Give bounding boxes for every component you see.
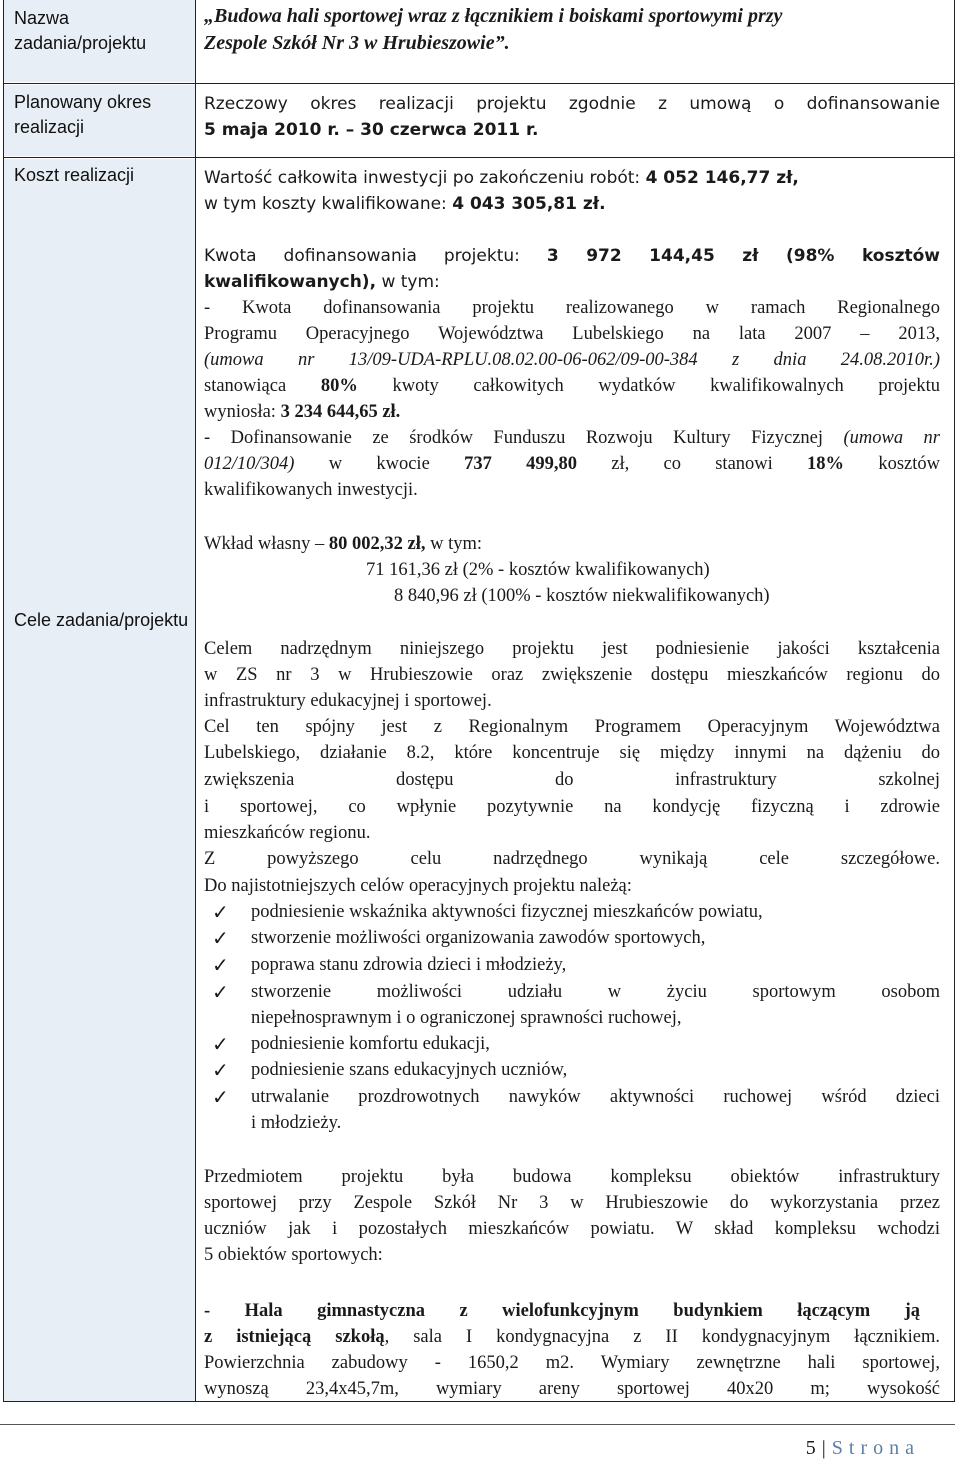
goal-p3: Z powyższego celu nadrzędnego wynikają cele szczegółowe. [204, 849, 940, 869]
hall-line-4: wynoszą 23,4x45,7m, wymiary areny sportowej 40x20 m; wysokość [204, 1379, 940, 1399]
check-icon: ✓ [212, 1032, 229, 1056]
row-sep-1 [3, 83, 955, 84]
hall-line-3: Powierzchnia zabudowy - 1650,2 m2. Wymiary zewnętrzne hali sportowej, [204, 1353, 940, 1373]
hall-line-2 [204, 1324, 940, 1350]
check-item-5: podniesienie komfortu edukacji, [251, 1034, 490, 1054]
cost-total-label: Wartość całkowita inwestycji po zakończeniu robót: [204, 168, 646, 188]
check-icon: ✓ [212, 953, 229, 977]
goal-p5-line-1: Przedmiotem projektu była budowa kompleksu obiektów infrastruktury [204, 1167, 940, 1187]
label-cost: Koszt realizacji [14, 165, 135, 185]
goal-p5-line-3: uczniów jak i pozostałych mieszkańców powiatu. W skład kompleksu wchodzi [204, 1219, 940, 1239]
funding-in-that: w tym: [376, 272, 440, 292]
cost-line-1 [204, 165, 940, 191]
fkf-amount-value: 737 499,80 [464, 454, 577, 474]
cost-qualified-label: w tym koszty kwalifikowane: [204, 194, 453, 214]
goal-p2-line-5: mieszkańców regionu. [204, 823, 371, 843]
rpo-line-2: Programu Operacyjnego Województwa Lubelskiego na lata 2007 – 2013, [204, 324, 940, 344]
fkf-label: - Dofinansowanie ze środków Funduszu Rozwoju Kultury Fizycznej [204, 428, 844, 448]
goal-p2-line-4: i sportowej, co wpłynie pozytywnie na kondycję fizyczną i zdrowie [204, 797, 940, 817]
period-line-1: Rzeczowy okres realizacji projektu zgodnie z umową o dofinansowanie [204, 94, 940, 114]
row-sep-2 [3, 157, 955, 158]
fkf-share-rest: kosztów [844, 454, 940, 474]
hall-line-1: - Hala gimnastyczna z wielofunkcyjnym budynkiem łączącym ją [204, 1301, 920, 1321]
check-item-6: podniesienie szans edukacyjnych uczniów, [251, 1060, 568, 1080]
fkf-share-label: zł, co stanowi [576, 454, 808, 474]
check-item-4-line-1: stworzenie możliwości udziału w życiu sportowym osobom [251, 982, 940, 1002]
cost-line-2 [204, 191, 940, 217]
hall-connector-rest: , sala I kondygnacyjna z II kondygnacyjnym łącznikiem. [384, 1327, 941, 1347]
label-cell-cost [4, 159, 195, 1401]
hall-connector: z istniejącą szkołą [204, 1327, 385, 1347]
rpo-line-3: (umowa nr 13/09-UDA-RPLU.08.02.00-06-062/09-00-384 z dnia 24.08.2010r.) [204, 350, 940, 370]
check-icon: ✓ [212, 980, 229, 1004]
fkf-line-3: kwalifikowanych inwestycji. [204, 480, 418, 500]
fkf-share-value: 18% [807, 454, 845, 474]
goal-p1-line-3: infrastruktury edukacyjnej i sportowej. [204, 691, 492, 711]
rpo-share-rest: kwoty całkowitych wydatków kwalifikowalnych projektu [357, 376, 940, 396]
project-name: „Budowa hali sportowej wraz z łącznikiem i boiskami sportowymi przy Zespole Szkół Nr 3 w Hrubieszowie”. [204, 5, 783, 54]
funding-qualified: kwalifikowanych), [204, 272, 377, 292]
label-goals: Cele zadania/projektu [14, 610, 189, 630]
goal-p2-line-1: Cel ten spójny jest z Regionalnym Programem Operacyjnym Województwa [204, 717, 940, 737]
own-value: 80 002,32 zł, [328, 534, 426, 554]
rpo-line-5 [204, 399, 940, 425]
goal-p2-line-3: zwiększenia dostępu do infrastruktury szkolnej [204, 770, 940, 790]
funding-line-1 [204, 243, 940, 269]
footer-rule [0, 1424, 955, 1425]
goal-p2-line-2: Lubelskiego, działanie 8.2, które koncentruje się między innymi na dążeniu do [204, 743, 940, 763]
fkf-contract-no: 012/10/304) [204, 454, 295, 474]
own-line-2: 71 161,36 zł (2% - kosztów kwalifikowanych) [366, 560, 710, 580]
own-in-that: w tym: [425, 534, 482, 554]
own-line-3: 8 840,96 zł (100% - kosztów niekwalifikowanych) [394, 586, 770, 606]
funding-value: 3 972 144,45 zł (98% kosztów [546, 246, 940, 266]
funding-line-2 [204, 269, 940, 295]
fkf-line-2 [204, 451, 940, 477]
check-icon: ✓ [212, 900, 229, 924]
label-period: Planowany okres realizacji [14, 92, 152, 137]
own-line-1 [204, 531, 940, 557]
period-line-2 [204, 117, 940, 143]
check-item-4-line-2: niepełnosprawnym i o ograniczonej sprawności ruchowej, [251, 1008, 682, 1028]
border-left [3, 0, 4, 1401]
check-item-2: stworzenie możliwości organizowania zawodów sportowych, [251, 928, 706, 948]
border-right [954, 0, 955, 1401]
border-mid [195, 0, 196, 1401]
check-icon: ✓ [212, 1058, 229, 1082]
rpo-line-4 [204, 373, 940, 399]
rpo-line-1: - Kwota dofinansowania projektu realizowanego w ramach Regionalnego [204, 298, 940, 318]
footer-word: Strona [831, 1437, 920, 1459]
check-icon: ✓ [212, 926, 229, 950]
check-item-1: podniesienie wskaźnika aktywności fizycznej mieszkańców powiatu, [251, 902, 763, 922]
page-number: 5 [805, 1437, 816, 1459]
funding-label: Kwota dofinansowania projektu: [204, 246, 547, 266]
rpo-amount-value: 3 234 644,65 zł. [280, 402, 401, 422]
cost-qualified-value: 4 043 305,81 zł. [452, 194, 606, 214]
label-cell-name [4, 0, 195, 82]
label-cell-period [4, 85, 195, 156]
check-icon: ✓ [212, 1085, 229, 1109]
goal-p4: Do najistotniejszych celów operacyjnych projektu należą: [204, 876, 632, 896]
footer-separator: | [821, 1437, 826, 1459]
fkf-contract: (umowa nr [843, 428, 941, 448]
goal-p5-line-2: sportowej przy Zespole Szkół Nr 3 w Hrubieszowie do wykorzystania przez [204, 1193, 940, 1213]
period-dates: 5 maja 2010 r. – 30 czerwca 2011 r. [204, 120, 539, 140]
check-item-3: poprawa stanu zdrowia dzieci i młodzieży, [251, 955, 567, 975]
own-label: Wkład własny – [204, 534, 329, 554]
check-item-7-line-1: utrwalanie prozdrowotnych nawyków aktywności ruchowej wśród dzieci [251, 1087, 940, 1107]
fkf-amount-label: w kwocie [294, 454, 465, 474]
rpo-share-label: stanowiąca [204, 376, 321, 396]
goal-p1-line-2: w ZS nr 3 w Hrubieszowie oraz zwiększenie dostępu mieszkańców regionu do [204, 665, 940, 685]
goal-p5-line-4: 5 obiektów sportowych: [204, 1245, 383, 1265]
page-footer [806, 1437, 920, 1460]
check-item-7-line-2: i młodzieży. [251, 1113, 342, 1133]
goal-p1-line-1: Celem nadrzędnym niniejszego projektu jest podniesienie jakości kształcenia [204, 639, 940, 659]
cost-total-value: 4 052 146,77 zł, [645, 168, 799, 188]
label-name: Nazwa zadania/projektu [14, 8, 147, 53]
rpo-share-value: 80% [320, 376, 358, 396]
fkf-line-1 [204, 425, 940, 451]
rpo-amount-label: wyniosła: [204, 402, 281, 422]
